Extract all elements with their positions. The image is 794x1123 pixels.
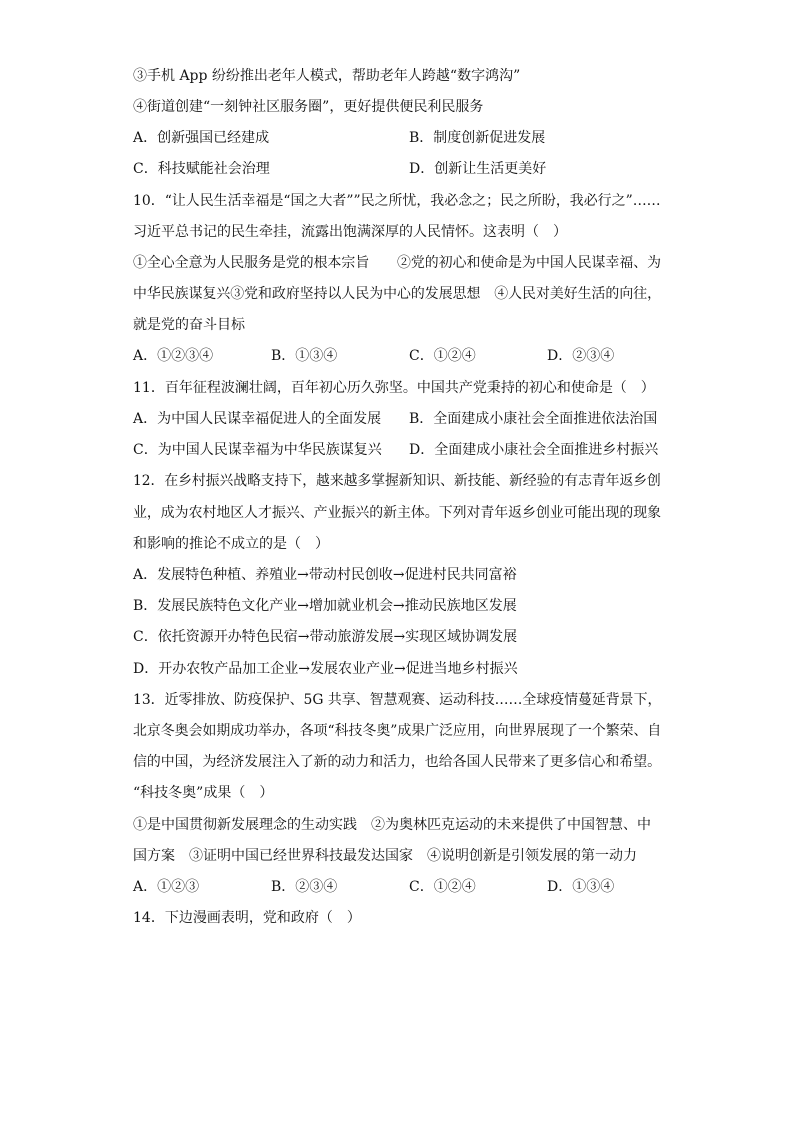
q13-stem-line-3: 信的中国，为经济发展注入了新的动力和活力，也给各国人民带来了更多信心和希望。: [133, 754, 662, 770]
q10-option-d: D．②③④: [547, 348, 615, 364]
q11-stem: 11．百年征程波澜壮阔，百年初心历久弥坚。中国共产党秉持的初心和使命是（ ）: [133, 380, 655, 396]
q13-statements-line-1: ①是中国贯彻新发展理念的生动实践 ②为奥林匹克运动的未来提供了中国智慧、中: [133, 817, 651, 833]
q10-stem-line-1: 10．“让人民生活幸福是“国之大者””民之所忧，我必念之；民之所盼，我必行之”……: [133, 193, 661, 209]
q13-option-b: B．②③④: [271, 879, 338, 895]
q9-option-c: C．科技赋能社会治理: [133, 161, 270, 177]
q14-stem: 14．下边漫画表明，党和政府（ ）: [133, 910, 361, 926]
q13-stem-line-1: 13．近零排放、防疫保护、5G 共享、智慧观赛、运动科技……全球疫情蔓延背景下，: [133, 692, 662, 708]
q12-stem-line-1: 12．在乡村振兴战略支持下，越来越多掌握新知识、新技能、新经验的有志青年返乡创: [133, 473, 661, 489]
q13-statements-line-2: 国方案 ③证明中国已经世界科技最发达国家 ④说明创新是引领发展的第一动力: [133, 848, 637, 864]
q10-option-a: A．①②③④: [133, 348, 214, 364]
q13-option-d: D．①③④: [547, 879, 615, 895]
q11-option-c: C．为中国人民谋幸福为中华民族谋复兴: [133, 442, 382, 458]
q10-statements-line-1: ①全心全意为人民服务是党的根本宗旨 ②党的初心和使命是为中国人民谋幸福、为: [133, 255, 662, 271]
q13-stem-line-4: “科技冬奥”成果（ ）: [133, 785, 274, 801]
q10-option-b: B．①③④: [271, 348, 338, 364]
q13-option-a: A．①②③: [133, 879, 200, 895]
q9-option-a: A．创新强国已经建成: [133, 130, 270, 146]
q11-option-b: B．全面建成小康社会全面推进依法治国: [409, 411, 658, 427]
q12-option-a: A．发展特色种植、养殖业→带动村民创收→促进村民共同富裕: [133, 567, 517, 583]
q12-option-d: D．开办农牧产品加工企业→发展农业产业→促进当地乡村振兴: [133, 661, 518, 677]
q13-option-c: C．①②④: [409, 879, 476, 895]
q10-stem-line-2: 习近平总书记的民生牵挂，流露出饱满深厚的人民情怀。这表明（ ）: [133, 224, 567, 240]
q10-option-c: C．①②④: [409, 348, 476, 364]
q11-option-d: D．全面建成小康社会全面推进乡村振兴: [409, 442, 659, 458]
q9-option-b: B．制度创新促进发展: [409, 130, 546, 146]
q12-stem-line-3: 和影响的推论不成立的是（ ）: [133, 536, 329, 552]
q13-stem-line-2: 北京冬奥会如期成功举办，各项“科技冬奥”成果广泛应用，向世界展现了一个繁荣、自: [133, 723, 662, 739]
q11-option-a: A．为中国人民谋幸福促进人的全面发展: [133, 411, 382, 427]
q9-statement-4: ④街道创建“一刻钟社区服务圈”，更好提供便民利民服务: [133, 99, 484, 115]
q9-statement-3: ③手机 App 纷纷推出老年人模式，帮助老年人跨越“数字鸿沟”: [133, 68, 521, 84]
q12-option-c: C．依托资源开办特色民宿→带动旅游发展→实现区域协调发展: [133, 629, 518, 645]
q12-stem-line-2: 业，成为农村地区人才振兴、产业振兴的新主体。下列对青年返乡创业可能出现的现象: [133, 505, 662, 521]
q10-statements-line-3: 就是党的奋斗目标: [133, 317, 245, 333]
q10-statements-line-2: 中华民族谋复兴③党和政府坚持以人民为中心的发展思想 ④人民对美好生活的向往，: [133, 286, 662, 302]
q12-option-b: B．发展民族特色文化产业→增加就业机会→推动民族地区发展: [133, 598, 517, 614]
q9-option-d: D．创新让生活更美好: [409, 161, 547, 177]
